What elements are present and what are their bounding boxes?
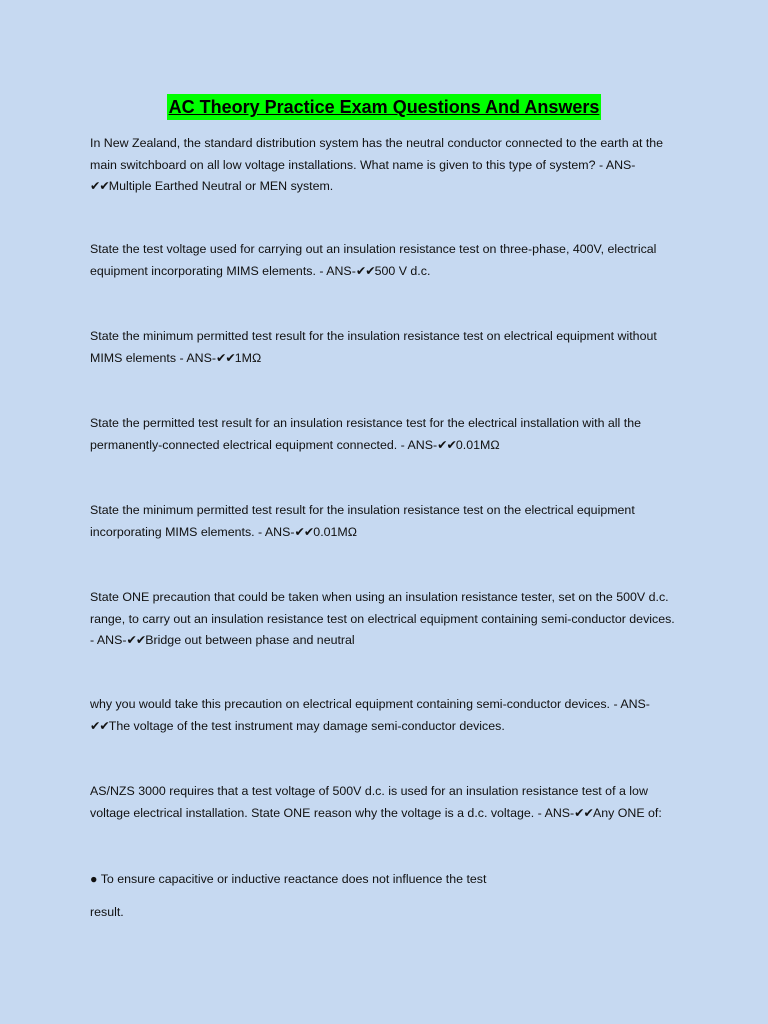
- qa-item-4: [90, 413, 680, 456]
- checkmark-icon: ✔✔: [355, 263, 375, 278]
- qa-item-3: [90, 326, 680, 369]
- checkmark-icon: ✔✔: [574, 805, 593, 820]
- question-text: State ONE precaution that could be taken when using an insulation resistance tester, set on the 500V d.c. range, to carry out an insulation resistance test on electrical equipment containing semi-conductor devices. - ANS-: [90, 590, 675, 647]
- answer-text: 0.01MΩ: [313, 524, 357, 539]
- checkmark-icon: ✔✔: [126, 633, 146, 647]
- qa-item-7: [90, 694, 680, 737]
- checkmark-icon: ✔✔: [90, 179, 109, 193]
- answer-text: Any ONE of:: [592, 805, 662, 820]
- checkmark-icon: ✔✔: [90, 718, 109, 733]
- question-text: State the permitted test result for an insulation resistance test for the electrical installation with all the permanently-connected electrical equipment connected. - ANS-: [90, 416, 641, 452]
- qa-item-2: [90, 239, 680, 282]
- answer-text: 1MΩ: [234, 350, 262, 365]
- qa-item-5: [90, 500, 680, 543]
- question-text: In New Zealand, the standard distribution system has the neutral conductor connected to the earth at the main switchboard on all low voltage installations. What name is given to this type of system? - ANS-: [90, 136, 664, 172]
- question-text: State the test voltage used for carrying out an insulation resistance test on three-phase, 400V, electrical equipment incorporating MIMS elements. - ANS-: [90, 242, 657, 278]
- answer-text: Bridge out between phase and neutral: [145, 633, 355, 647]
- answer-text: The voltage of the test instrument may damage semi-conductor devices.: [108, 718, 505, 733]
- question-text: why you would take this precaution on electrical equipment containing semi-conductor devices. - ANS-: [90, 697, 650, 711]
- checkmark-icon: ✔✔: [437, 437, 456, 452]
- document-title: AC Theory Practice Exam Questions And Answers: [167, 94, 602, 120]
- bullet-text: ● To ensure capacitive or inductive reactance does not influence the test: [90, 872, 487, 886]
- qa-item-6: [90, 587, 680, 652]
- checkmark-icon: ✔✔: [216, 350, 235, 365]
- question-text: AS/NZS 3000 requires that a test voltage of 500V d.c. is used for an insulation resistance test of a low voltage electrical installation. State ONE reason why the voltage is a d.c. voltage. - ANS-: [90, 784, 648, 820]
- qa-item-1: [90, 133, 680, 198]
- question-text: State the minimum permitted test result for the insulation resistance test on electrical equipment without MIMS elements - ANS-: [90, 329, 657, 365]
- answer-text: Multiple Earthed Neutral or MEN system.: [108, 179, 334, 193]
- bullet-continuation: [90, 902, 680, 924]
- question-text: State the minimum permitted test result for the insulation resistance test on the electrical equipment incorporating MIMS elements. - ANS-: [90, 503, 635, 539]
- bullet-continuation-text: result.: [90, 905, 124, 919]
- answer-text: 500 V d.c.: [374, 263, 431, 278]
- bullet-item: [90, 869, 680, 891]
- answer-text: 0.01MΩ: [455, 437, 500, 452]
- qa-item-8: [90, 781, 680, 824]
- checkmark-icon: ✔✔: [294, 524, 314, 539]
- title-container: [0, 94, 768, 120]
